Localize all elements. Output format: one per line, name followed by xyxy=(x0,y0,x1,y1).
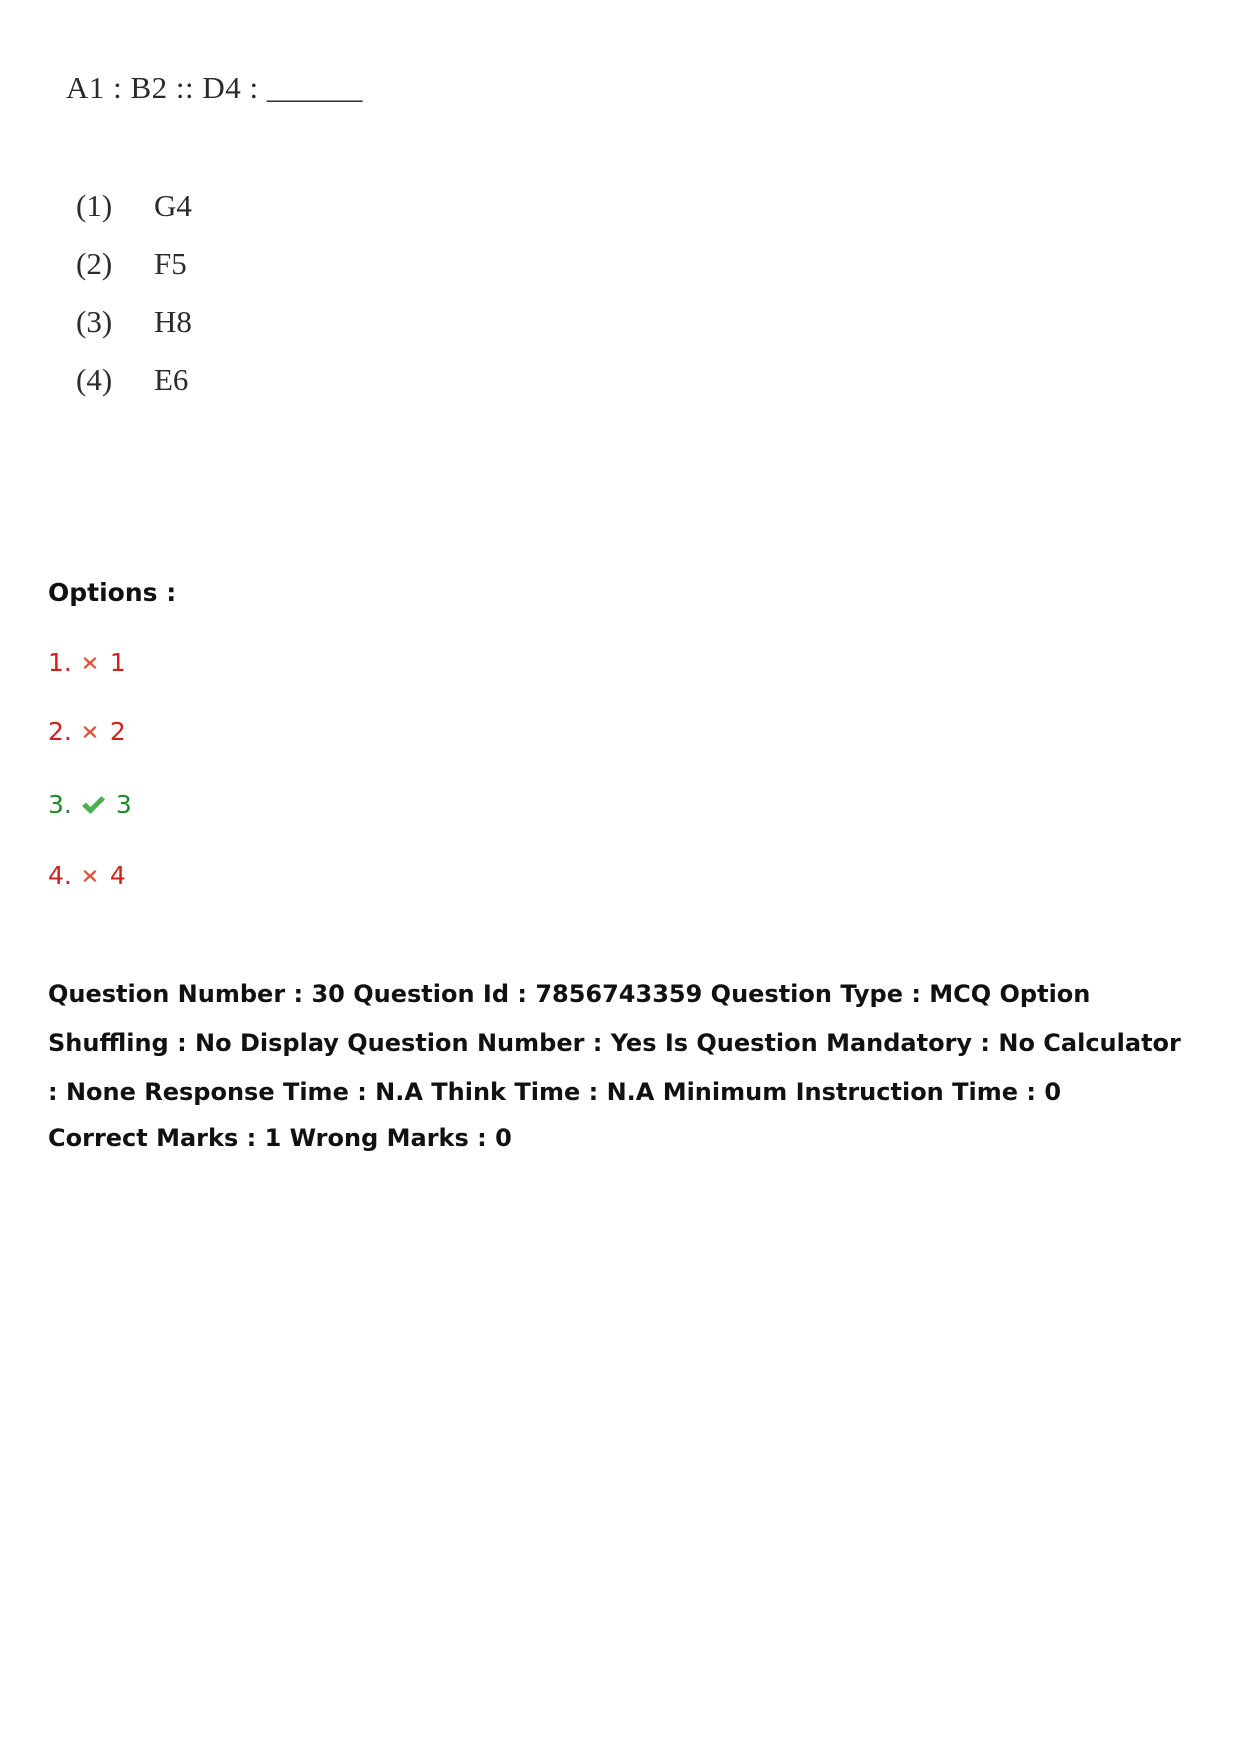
check-icon xyxy=(80,794,106,816)
choice-text: F5 xyxy=(154,246,187,281)
choice-text: E6 xyxy=(154,362,189,397)
choice-number: (1) xyxy=(76,188,113,223)
option-item-1 xyxy=(48,648,126,677)
question-choice-1 xyxy=(76,188,192,224)
option-value: 3 xyxy=(115,790,132,819)
option-value: 2 xyxy=(109,717,126,746)
option-number: 2. xyxy=(48,717,72,746)
marks-info: Correct Marks : 1 Wrong Marks : 0 xyxy=(48,1124,512,1152)
question-metadata: Question Number : 30 Question Id : 7856743359 Question Type : MCQ Option Shuffling : No Display Question Number : Yes Is Question Mandatory : No Calculator : None Response Time : N.A Think Time : N.A Minimum Instruction Time : 0 xyxy=(48,980,1181,1106)
option-number: 3. xyxy=(48,790,72,819)
option-item-4 xyxy=(48,861,126,890)
option-value: 4 xyxy=(109,861,126,890)
choice-text: G4 xyxy=(154,188,192,223)
question-choice-2 xyxy=(76,246,187,282)
option-number: 1. xyxy=(48,648,72,677)
choice-number: (2) xyxy=(76,246,113,281)
cross-icon xyxy=(80,866,100,886)
option-item-3 xyxy=(48,790,132,819)
choice-number: (3) xyxy=(76,304,113,339)
option-number: 4. xyxy=(48,861,72,890)
choice-number: (4) xyxy=(76,362,113,397)
choice-text: H8 xyxy=(154,304,192,339)
option-value: 1 xyxy=(109,648,126,677)
cross-icon xyxy=(80,722,100,742)
question-choice-3 xyxy=(76,304,192,340)
question-stem: A1 : B2 :: D4 : ______ xyxy=(66,70,363,105)
question-image xyxy=(0,0,1240,430)
cross-icon xyxy=(80,653,100,673)
option-item-2 xyxy=(48,717,126,746)
question-choice-4 xyxy=(76,362,188,398)
options-heading: Options : xyxy=(48,578,177,607)
